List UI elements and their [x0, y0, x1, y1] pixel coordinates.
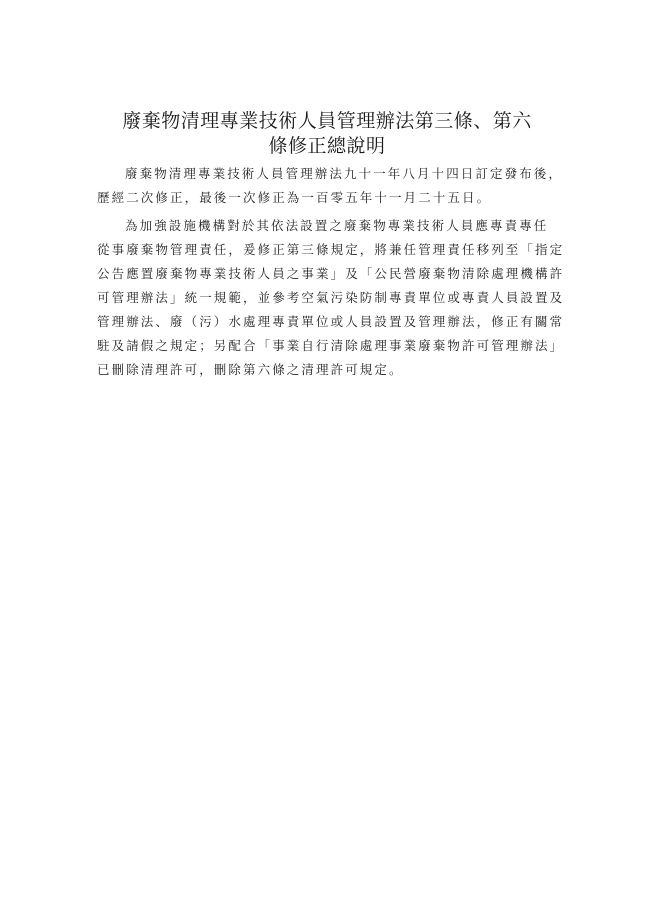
paragraph-line: 歷經二次修正，最後一次修正為一百零五年十一月二十五日。 — [97, 190, 492, 205]
paragraph-line: 已刪除清理許可，刪除第六條之清理許可規定。 — [97, 362, 404, 377]
title-line: 廢棄物清理專業技術人員管理辦法第三條、第六 — [122, 109, 532, 132]
paragraph-amendment — [97, 214, 585, 382]
document-body — [97, 162, 585, 386]
paragraph-line: 為加強設施機構對於其依法設置之廢棄物專業技術人員應專責專任 — [125, 218, 549, 233]
document-title — [92, 109, 562, 159]
paragraph-line: 駐及請假之規定；另配合「事業自行清除處理事業廢棄物許可管理辦法」 — [97, 338, 565, 353]
paragraph-line: 從事廢棄物管理責任，爰修正第三條規定，將兼任管理責任移列至「指定 — [97, 242, 565, 257]
paragraph-line: 管理辦法、廢（污）水處理專責單位或人員設置及管理辦法，修正有關常 — [97, 314, 565, 329]
paragraph-history — [97, 162, 585, 210]
paragraph-line: 公告應置廢棄物專業技術人員之事業」及「公民營廢棄物清除處理機構許 — [97, 266, 565, 281]
paragraph-line: 廢棄物清理專業技術人員管理辦法九十一年八月十四日訂定發布後， — [125, 166, 564, 181]
title-line: 條修正總說明 — [268, 134, 386, 157]
paragraph-line: 可管理辦法」統一規範，並參考空氣污染防制專責單位或專責人員設置及 — [97, 290, 565, 305]
